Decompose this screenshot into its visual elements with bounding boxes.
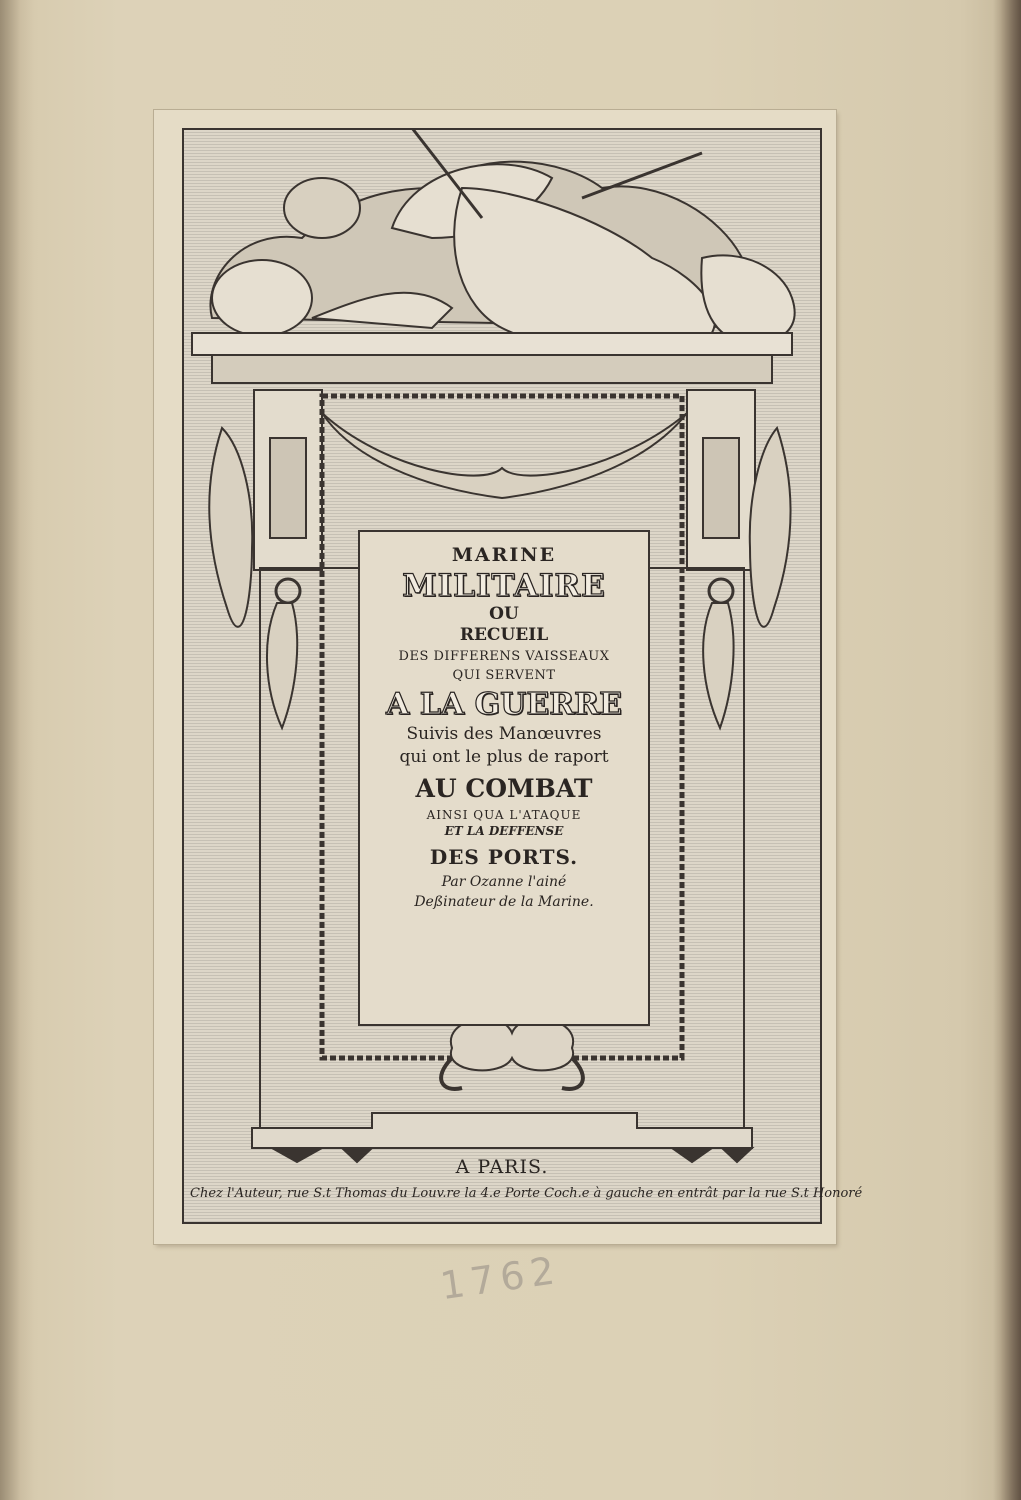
title-des-ports: DES PORTS. (429, 845, 579, 869)
title-qui-servent: QUI SERVENT (452, 668, 556, 683)
page-gutter-shadow (0, 0, 34, 1500)
title-et-la-deffense: ET LA DEFFENSE (444, 824, 564, 838)
title-au-combat: AU COMBAT (415, 774, 593, 803)
title-tablet (358, 530, 650, 1026)
title-des-differens-vaisseaux: DES DIFFERENS VAISSEAUX (398, 649, 610, 664)
left-bracket (254, 390, 322, 603)
naval-trophies-illustration (210, 128, 794, 358)
page-edge (993, 0, 1021, 1500)
pencil-date-note: 1762 (437, 1247, 564, 1309)
imprint-address: Chez l'Auteur, rue S.t Thomas du Louv.re la 4.e Porte Coch.e à gauche en entrât par la rue S.t Honoré (190, 1186, 863, 1201)
cornice (192, 333, 792, 383)
title-ou: OU (489, 604, 519, 624)
title-suivis-des-manoeuvres: Suivis des Manœuvres (406, 724, 602, 744)
author-role: Deßinateur de la Marine. (414, 894, 594, 910)
title-a-la-guerre: A LA GUERRE (386, 687, 622, 722)
author-line: Par Ozanne l'ainé (441, 874, 567, 890)
imprint-place: A PARIS. (455, 1156, 549, 1178)
title-militaire: MILITAIRE (402, 568, 606, 604)
title-ainsi-qua-lataque: AINSI QUA L'ATAQUE (426, 808, 582, 822)
title-qui-ont-le-plus: qui ont le plus de raport (399, 747, 609, 767)
rope-knot (441, 1019, 583, 1089)
title-recueil: RECUEIL (459, 625, 549, 645)
title-marine: MARINE (451, 544, 557, 566)
